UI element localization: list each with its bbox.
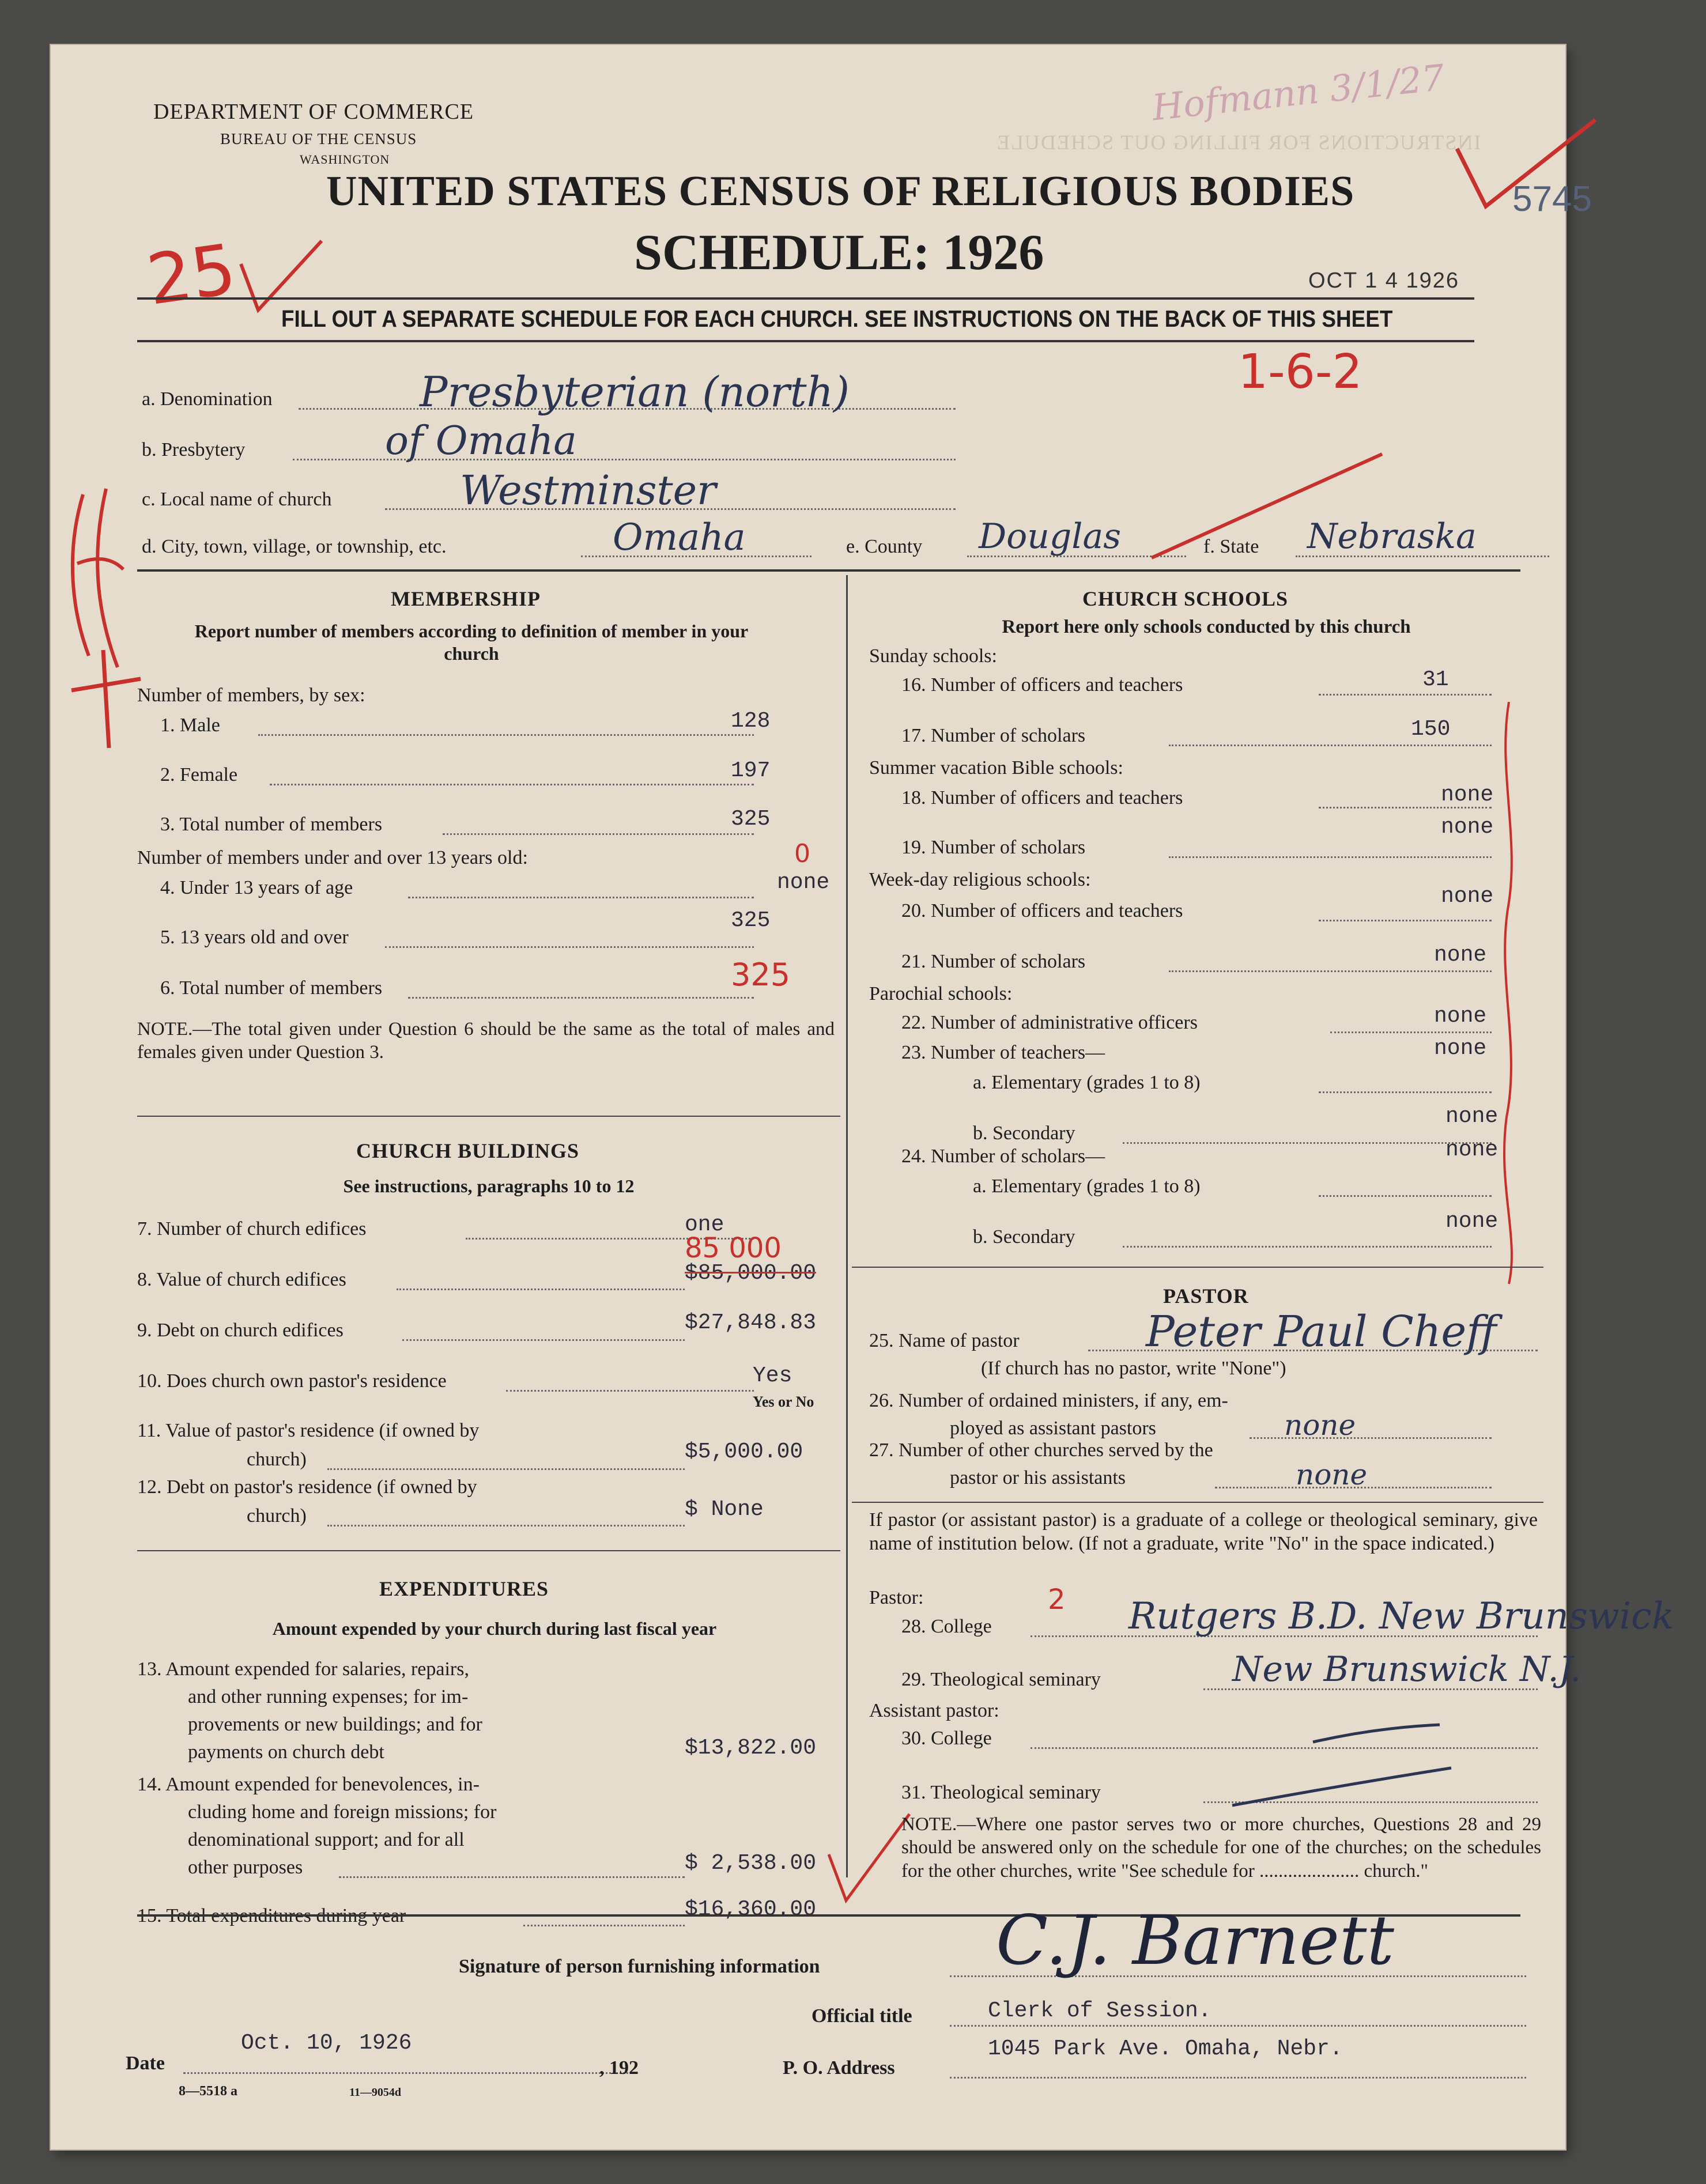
department-name: DEPARTMENT OF COMMERCE — [153, 100, 474, 124]
q14-line-2: cluding home and foreign missions; for — [188, 1801, 497, 1823]
county-value[interactable]: Douglas — [979, 516, 1122, 557]
summer-heading: Summer vacation Bible schools: — [869, 757, 1123, 779]
q11-label: 11. Value of pastor's residence (if owned by — [137, 1420, 480, 1441]
city-value[interactable]: Omaha — [613, 516, 746, 559]
file-number: 5745 — [1512, 179, 1592, 219]
q25-value[interactable]: Peter Paul Cheff — [1146, 1307, 1497, 1357]
q4-label: 4. Under 13 years of age — [160, 877, 353, 898]
q9-line — [402, 1339, 685, 1341]
official-title-line — [950, 2025, 1526, 2027]
red-slash-mark — [1146, 448, 1388, 564]
q27-label: 27. Number of other churches served by the — [869, 1439, 1213, 1461]
q10-line — [506, 1390, 754, 1392]
q22-line — [1330, 1031, 1492, 1033]
q29-value[interactable]: New Brunswick N.J. — [1232, 1649, 1582, 1690]
q13-line-3: provements or new buildings; and for — [188, 1714, 482, 1735]
q23a-line — [1319, 1091, 1492, 1093]
pastor-title: PASTOR — [1163, 1284, 1249, 1308]
q13-line-4: payments on church debt — [188, 1741, 384, 1763]
church-name-label: c. Local name of church — [142, 489, 332, 510]
q22-label: 22. Number of administrative officers — [901, 1012, 1198, 1033]
q9-label: 9. Debt on church edifices — [137, 1320, 344, 1341]
schedule-year: SCHEDULE: 1926 — [634, 225, 1044, 281]
census-schedule-sheet — [51, 45, 1674, 2149]
q4-correction: 0 — [794, 839, 810, 868]
q5-value[interactable]: 325 — [731, 908, 771, 933]
q31-label: 31. Theological seminary — [901, 1782, 1101, 1803]
expenditures-subtitle: Amount expended by your church during last fiscal year — [272, 1618, 717, 1639]
bureau-name: BUREAU OF THE CENSUS — [220, 130, 417, 148]
q15-label: 15. Total expenditures during year — [137, 1905, 406, 1926]
q19-line — [1169, 856, 1492, 858]
membership-intro: Report number of members according to definition of member in your church — [194, 621, 749, 664]
q14-line-3: denominational support; and for all — [188, 1829, 465, 1850]
q20-line — [1319, 920, 1492, 921]
q8-correction: 85 000 — [685, 1232, 782, 1264]
date-suffix: , 192 — [599, 2057, 639, 2079]
membership-title: MEMBERSHIP — [391, 587, 541, 610]
q19-value[interactable]: none — [1441, 815, 1494, 840]
q10-value[interactable]: Yes — [753, 1363, 792, 1388]
header-rule-bottom — [137, 340, 1474, 342]
state-label: f. State — [1203, 536, 1259, 557]
schools-title: CHURCH SCHOOLS — [1082, 587, 1289, 610]
age-intro: Number of members under and over 13 years old: — [137, 847, 528, 868]
q29-label: 29. Theological seminary — [901, 1669, 1101, 1690]
q19-label: 19. Number of scholars — [901, 837, 1086, 858]
q6-label: 6. Total number of members — [160, 977, 383, 999]
q4-value[interactable]: none — [777, 870, 830, 895]
date-value[interactable]: Oct. 10, 1926 — [241, 2031, 412, 2055]
q18-value[interactable]: none — [1441, 783, 1494, 807]
denomination-value[interactable]: Presbyterian (north) — [420, 368, 850, 416]
rule-graduate — [852, 1502, 1543, 1503]
q25-label: 25. Name of pastor — [869, 1330, 1020, 1351]
parochial-heading: Parochial schools: — [869, 983, 1013, 1004]
address-line — [950, 2077, 1526, 2079]
q31-dash-mark — [1226, 1762, 1457, 1814]
form-number: 8—5518 a — [179, 2084, 237, 2099]
q3-value[interactable]: 325 — [731, 807, 771, 832]
red-check-icon — [1451, 114, 1601, 218]
q27-value[interactable]: none — [1296, 1458, 1368, 1491]
presbytery-label: b. Presbytery — [142, 439, 246, 460]
q11-line — [327, 1468, 685, 1470]
q13-value[interactable]: $13,822.00 — [685, 1736, 817, 1760]
classification-code: 1-6-2 — [1238, 345, 1362, 399]
q9-value[interactable]: $27,848.83 — [685, 1310, 817, 1335]
q26-value[interactable]: none — [1284, 1408, 1356, 1442]
q11-label-cont: church) — [247, 1449, 307, 1470]
q27-label-cont: pastor or his assistants — [950, 1467, 1126, 1488]
q6-value[interactable]: 325 — [731, 957, 791, 993]
q1-value[interactable]: 128 — [731, 709, 771, 734]
schools-intro: Report here only schools conducted by this church — [1002, 617, 1411, 637]
red-margin-scribble — [54, 483, 146, 760]
rule-pastor — [852, 1267, 1543, 1268]
q23b-value[interactable]: none — [1445, 1104, 1499, 1129]
q8-value[interactable]: $85,000.00 — [685, 1261, 817, 1286]
pencil-note: Hofmann 3/1/27 — [1150, 56, 1447, 129]
q28-label: 28. College — [901, 1616, 992, 1637]
print-number: 11—9054d — [349, 2086, 402, 2099]
q12-value[interactable]: $ None — [685, 1497, 764, 1522]
q16-label: 16. Number of officers and teachers — [901, 674, 1183, 696]
rule-expenditures — [137, 1550, 840, 1551]
q7-label: 7. Number of church edifices — [137, 1218, 367, 1240]
q5-line — [385, 946, 754, 948]
q11-value[interactable]: $5,000.00 — [685, 1439, 803, 1464]
q16-line — [1319, 694, 1492, 696]
q13-line-1: 13. Amount expended for salaries, repairs, — [137, 1658, 469, 1680]
q23a-label: a. Elementary (grades 1 to 8) — [973, 1072, 1201, 1093]
q24b-label: b. Secondary — [973, 1226, 1075, 1248]
q10-hint: Yes or No — [753, 1393, 814, 1410]
q14-line-4: other purposes — [188, 1857, 303, 1878]
q12-line — [327, 1525, 685, 1526]
address-value[interactable]: 1045 Park Ave. Omaha, Nebr. — [988, 2036, 1343, 2061]
q4-line — [408, 897, 754, 898]
graduate-note: If pastor (or assistant pastor) is a graduate of a college or theological seminary, give name of institution below. (If not a graduate, write "No" in the space indicated.) — [869, 1509, 1538, 1554]
rule-buildings — [137, 1116, 840, 1117]
q24b-line — [1123, 1246, 1492, 1248]
weekday-heading: Week-day religious schools: — [869, 869, 1091, 890]
q12-label-cont: church) — [247, 1505, 307, 1526]
q3-label: 3. Total number of members — [160, 814, 383, 835]
q23b-label: b. Secondary — [973, 1123, 1075, 1144]
q30-label: 30. College — [901, 1728, 992, 1749]
q14-line-1: 14. Amount expended for benevolences, in- — [137, 1774, 480, 1795]
signature-label: Signature of person furnishing information — [459, 1956, 820, 1977]
q24b-value[interactable]: none — [1445, 1209, 1499, 1234]
q23-value[interactable]: none — [1434, 1036, 1487, 1061]
q2-line — [270, 784, 754, 785]
q18-label: 18. Number of officers and teachers — [901, 787, 1183, 808]
q25-hint: (If church has no pastor, write "None") — [981, 1358, 1286, 1379]
county-label: e. County — [846, 536, 923, 557]
form-title: UNITED STATES CENSUS OF RELIGIOUS BODIES — [326, 168, 1355, 215]
buildings-title: CHURCH BUILDINGS — [356, 1139, 580, 1162]
city-label: d. City, town, village, or township, etc. — [142, 536, 447, 557]
received-stamp: OCT 1 4 1926 — [1308, 269, 1460, 293]
q14-value[interactable]: $ 2,538.00 — [685, 1851, 817, 1876]
q10-label: 10. Does church own pastor's residence — [137, 1370, 447, 1392]
q24a-label: a. Elementary (grades 1 to 8) — [973, 1176, 1201, 1197]
q14-line — [339, 1876, 685, 1878]
denomination-label: a. Denomination — [142, 388, 273, 410]
q6-line — [408, 997, 754, 999]
date-label: Date — [126, 2053, 165, 2074]
header-rule-top — [137, 297, 1474, 300]
signature[interactable]: C.J. Barnett — [996, 1900, 1394, 1980]
q20-value[interactable]: none — [1441, 884, 1494, 909]
buildings-subtitle: See instructions, paragraphs 10 to 12 — [343, 1176, 635, 1196]
q1-label: 1. Male — [160, 715, 220, 736]
q16-value[interactable]: 31 — [1422, 667, 1449, 692]
assistant-heading: Assistant pastor: — [869, 1700, 999, 1721]
q17-line — [1169, 745, 1492, 746]
q12-label: 12. Debt on pastor's residence (if owned by — [137, 1476, 477, 1498]
q8-label: 8. Value of church edifices — [137, 1269, 346, 1290]
q23-label: 23. Number of teachers— — [901, 1042, 1105, 1063]
pastor-heading: Pastor: — [869, 1587, 924, 1608]
q30-line — [1031, 1747, 1538, 1749]
q22-value[interactable]: none — [1434, 1004, 1487, 1029]
red-bracket-line — [1492, 702, 1526, 1290]
q28-value[interactable]: Rutgers B.D. New Brunswick — [1128, 1595, 1674, 1638]
state-value[interactable]: Nebraska — [1307, 516, 1477, 557]
official-title-value[interactable]: Clerk of Session. — [988, 1998, 1211, 2023]
q5-label: 5. 13 years old and over — [160, 927, 349, 948]
q2-label: 2. Female — [160, 764, 238, 785]
section-rule — [137, 569, 1520, 572]
expenditures-title: EXPENDITURES — [379, 1577, 549, 1600]
q21-label: 21. Number of scholars — [901, 951, 1086, 972]
church-name-value[interactable]: Westminster — [460, 467, 716, 514]
q20-label: 20. Number of officers and teachers — [901, 900, 1183, 921]
q15-line — [523, 1925, 685, 1926]
pastor-note: NOTE.—Where one pastor serves two or more churches, Questions 28 and 29 should be answered only on the schedule for one of the churches; on the schedules for the other churches, write "See schedule for ..................... church." — [901, 1814, 1541, 1881]
red-margin-number: 25 — [142, 229, 241, 321]
q26-label-cont: ployed as assistant pastors — [950, 1418, 1156, 1439]
q17-label: 17. Number of scholars — [901, 725, 1086, 746]
q26-label: 26. Number of ordained ministers, if any, em- — [869, 1390, 1228, 1411]
date-line — [183, 2072, 633, 2074]
q13-line-2: and other running expenses; for im- — [188, 1686, 469, 1707]
by-sex-label: Number of members, by sex: — [137, 685, 365, 706]
q2-value[interactable]: 197 — [731, 758, 771, 783]
q24-value[interactable]: none — [1445, 1138, 1499, 1162]
q3-line — [443, 833, 754, 835]
q24-label: 24. Number of scholars— — [901, 1146, 1105, 1167]
city-name: WASHINGTON — [300, 152, 390, 167]
q21-value[interactable]: none — [1434, 943, 1487, 968]
q7-value[interactable]: one — [685, 1212, 724, 1237]
bleed-through-text: INSTRUCTIONS FOR FILLING OUT SCHEDULE — [996, 131, 1481, 154]
presbytery-value[interactable]: of Omaha — [385, 418, 577, 464]
column-divider — [846, 575, 848, 1877]
sunday-heading: Sunday schools: — [869, 645, 997, 667]
q23b-line — [1123, 1142, 1492, 1144]
address-label: P. O. Address — [783, 2057, 895, 2079]
q1-line — [258, 734, 754, 736]
q30-dash-mark — [1307, 1716, 1445, 1751]
official-title-label: Official title — [812, 2005, 912, 2027]
membership-note: NOTE.—The total given under Question 6 should be the same as the total of males and females given under Question 3. — [137, 1019, 835, 1063]
q8-line — [397, 1289, 685, 1290]
instruction-bar: FILL OUT A SEPARATE SCHEDULE FOR EACH CHURCH. SEE INSTRUCTIONS ON THE BACK OF THIS SHEET — [281, 305, 1393, 332]
q28-mark: 2 — [1048, 1584, 1066, 1616]
q17-value[interactable]: 150 — [1411, 717, 1451, 742]
q15-value[interactable]: $16,360.00 — [685, 1897, 817, 1922]
q24a-line — [1319, 1195, 1492, 1197]
q21-line — [1169, 970, 1492, 972]
